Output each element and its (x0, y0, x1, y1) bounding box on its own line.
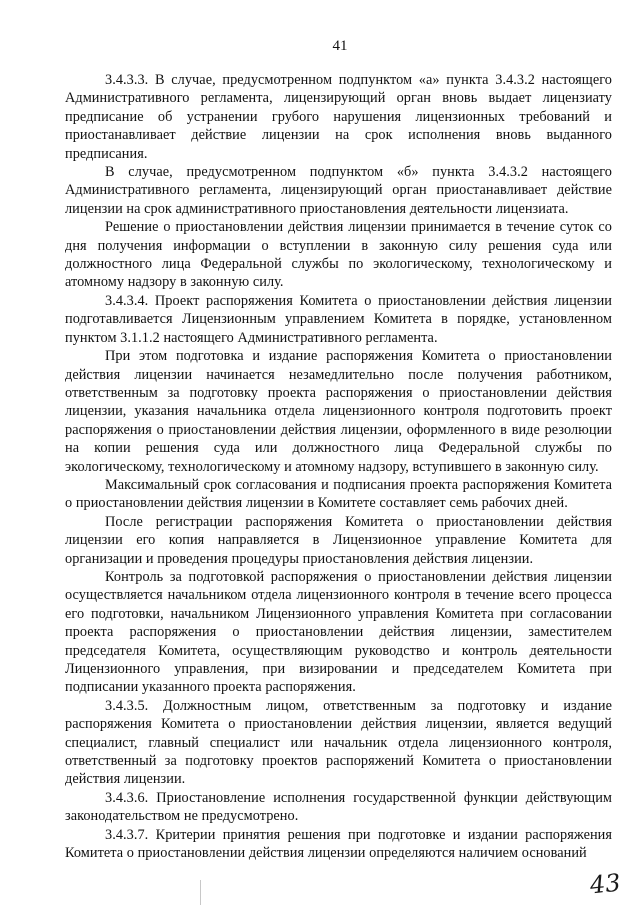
paragraph-after-registration: После регистрации распоряжения Комитета о приостановлении действия лицензии его копия направляется в Лицензионное управление Комитета для организации и проведения процедуры приостановления действия лицензии. (65, 513, 612, 567)
paragraph-decision-timing: Решение о приостановлении действия лицензии принимается в течение суток со дня получения информации о вступлении в законную силу решения суда или должностного лица Федеральной службы по экологическому, технологическому и атомному надзору в законную силу. (65, 219, 612, 291)
paragraph-case-b: В случае, предусмотренном подпунктом «б» пункта 3.4.3.2 настоящего Административного регламента, лицензирующий орган приостанавливает действие лицензии на срок административного приостановления деятельности лицензиата. (65, 164, 612, 217)
document-body (65, 71, 612, 862)
paragraph-max-term: Максимальный срок согласования и подписания проекта распоряжения Комитета о приостановлении действия лицензии в Комитете составляет семь рабочих дней. (65, 476, 612, 512)
margin-line (200, 880, 201, 905)
handwritten-page-number: 43 (588, 868, 622, 900)
page-number: 41 (332, 38, 348, 54)
paragraph-3-4-3-3: 3.4.3.3. В случае, предусмотренном подпунктом «а» пункта 3.4.3.2 настоящего Административного регламента, лицензирующий орган вновь выдает лицензиату предписание об устранении грубого нарушения лицензионных требований и приостанавливает действие лицензии на срок исполнения вновь выданного предписания. (65, 72, 612, 162)
paragraph-3-4-3-4: 3.4.3.4. Проект распоряжения Комитета о приостановлении действия лицензии подготавливается Лицензионным управлением Комитета в порядке, установленном пунктом 3.1.1.2 настоящего Административного регламента. (65, 292, 612, 346)
paragraph-3-4-3-7: 3.4.3.7. Критерии принятия решения при подготовке и издании распоряжения Комитета о приостановлении действия лицензии определяются наличием оснований (65, 826, 612, 862)
paragraph-3-4-3-6: 3.4.3.6. Приостановление исполнения государственной функции действующим законодательством не предусмотрено. (65, 789, 612, 825)
paragraph-preparation-start: При этом подготовка и издание распоряжения Комитета о приостановлении действия лицензии начинается незамедлительно после получения работником, ответственным за подготовку проекта распоряжения о приостановлении действия лицензии, указания начальника отдела лицензионного контроля подготовить проект распоряжения о приостановлении действия лицензии, оформленного в виде резолюции на копии решения суда или должностного лица Федеральной службы по экологическому, технологическому и атомному надзору, вступившего в законную силу. (65, 348, 612, 475)
paragraph-3-4-3-5: 3.4.3.5. Должностным лицом, ответственным за подготовку и издание распоряжения Комитета о приостановлении действия лицензии, является ведущий специалист, главный специалист или начальник отдела лицензионного контроля, ответственный за подготовку проектов распоряжений Комитета о приостановлении действия лицензии. (65, 697, 612, 788)
paragraph-control: Контроль за подготовкой распоряжения о приостановлении действия лицензии осуществляется начальником отдела лицензионного контроля в течение всего процесса его подготовки, начальником Лицензионного управления Комитета при согласовании проекта распоряжения о приостановлении действия лицензии, заместителем председателя Комитета, осуществляющим руководство и контроль деятельности Лицензионного управления, при визировании и председателем Комитета при подписании указанного проекта распоряжения. (65, 568, 612, 696)
